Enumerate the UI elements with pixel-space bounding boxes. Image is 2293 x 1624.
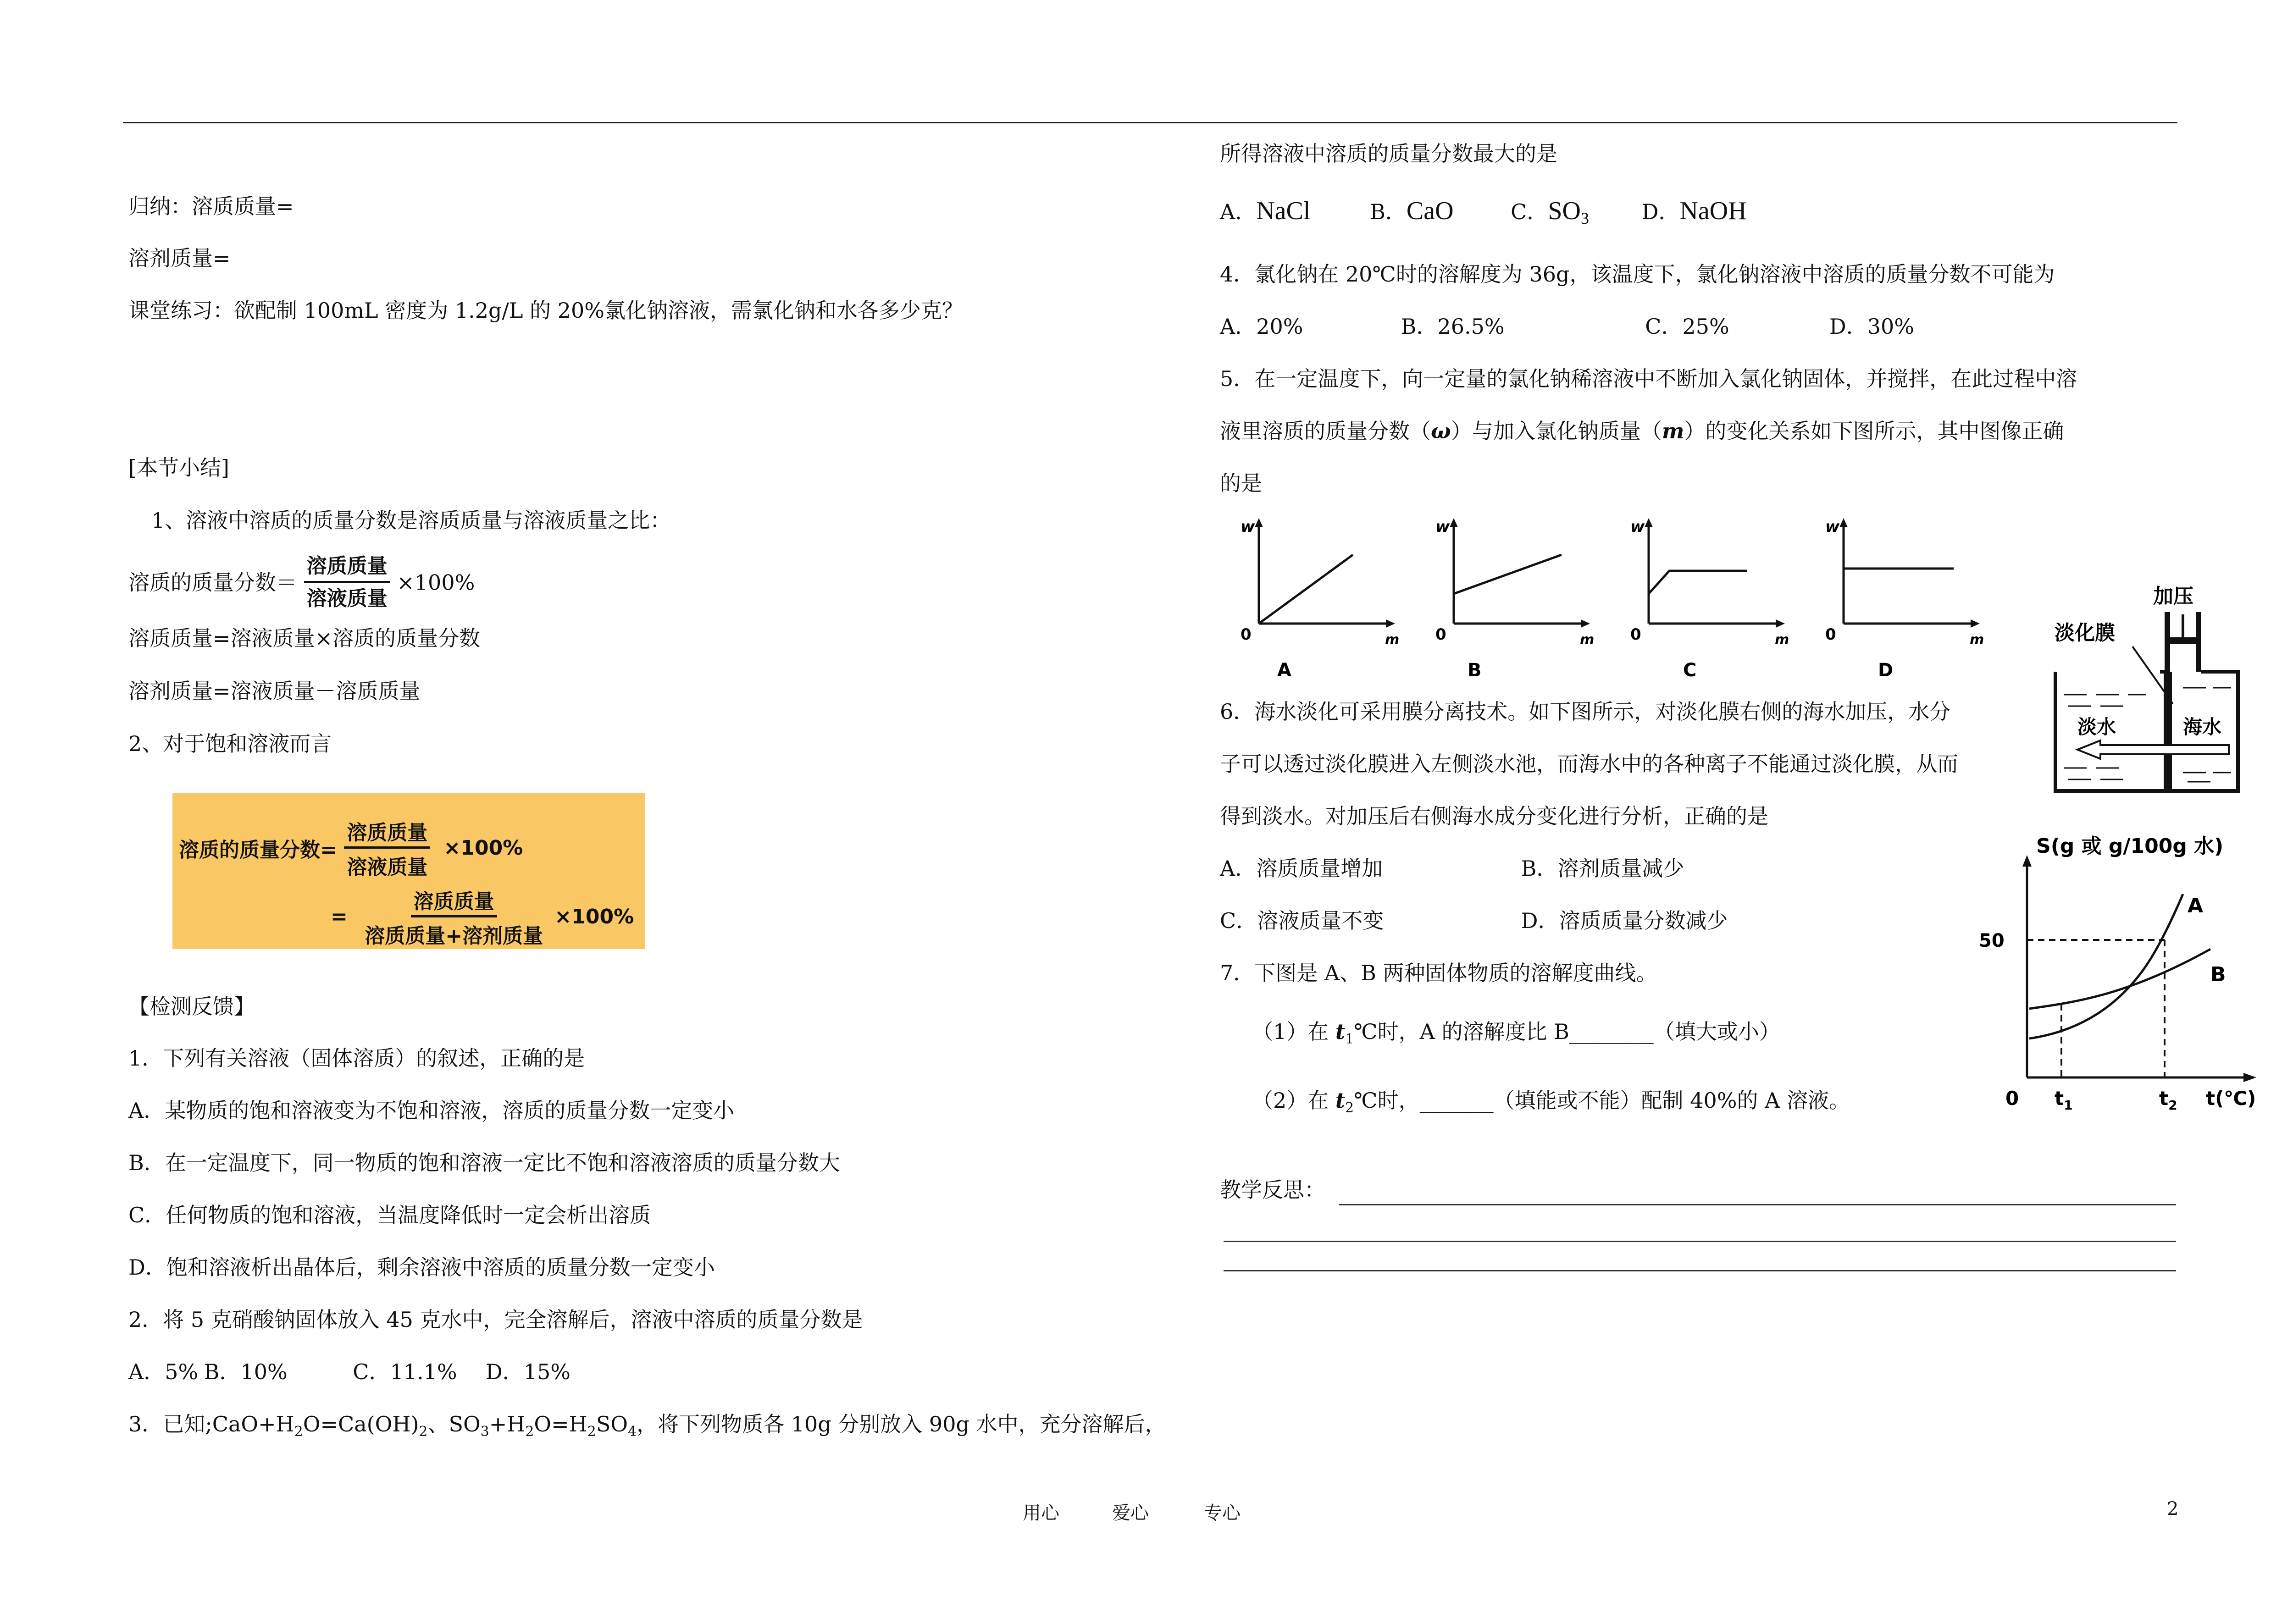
chart-x-tick-t2: $t_2$ bbox=[2159, 1087, 2177, 1113]
q5-graph-c bbox=[1630, 518, 1789, 681]
subscript: 1 bbox=[1345, 1031, 1354, 1048]
formula-mass-fraction bbox=[128, 552, 475, 613]
q3-option-a: NaCl bbox=[1256, 197, 1311, 225]
graph-a-label: A bbox=[1277, 660, 1291, 681]
q4-option-b: B．26.5% bbox=[1401, 314, 1505, 339]
membrane bbox=[2164, 672, 2172, 791]
q5-text: ）与加入氯化钠质量（ bbox=[1451, 419, 1662, 443]
q7-stem: 7．下图是 A、B 两种固体物质的溶解度曲线。 bbox=[1220, 961, 1657, 985]
graph-d-origin: 0 bbox=[1825, 625, 1836, 644]
graph-b-label: B bbox=[1468, 660, 1482, 681]
piston-wall bbox=[2196, 612, 2201, 672]
q6-line-2: 子可以透过淡化膜进入左侧淡水池，而海水中的各种离子不能通过淡化膜，从而 bbox=[1220, 751, 1958, 776]
q5-graph-b bbox=[1435, 518, 1594, 681]
q3-option-b: CaO bbox=[1406, 197, 1454, 225]
formula1-fraction bbox=[304, 552, 390, 613]
graph-a-y-axis: w bbox=[1241, 518, 1255, 536]
pressure-label: 加压 bbox=[2153, 585, 2193, 608]
q5-line-2 bbox=[1220, 417, 2064, 445]
q2-option-a: A．5% bbox=[128, 1359, 199, 1384]
subscript: 2 bbox=[587, 1424, 596, 1440]
box-suffix-2: ×100% bbox=[554, 905, 634, 928]
q6-option-b: B．溶剂质量减少 bbox=[1521, 856, 1684, 881]
q3-options bbox=[1220, 197, 1747, 232]
q1-option-c: C．任何物质的饱和溶液，当温度降低时一定会析出溶质 bbox=[128, 1203, 651, 1227]
q3-stem-part: ，将下列物质各 10g 分别放入 90g 水中，充分溶解后， bbox=[637, 1412, 1166, 1436]
flow-arrow bbox=[2077, 740, 2229, 759]
q2-options bbox=[128, 1358, 570, 1386]
q5-graph-d bbox=[1825, 518, 1984, 681]
chart-x-tick-t1: $t_1$ bbox=[2055, 1087, 2073, 1113]
reflection-line-1 bbox=[1339, 1204, 2176, 1205]
q6-option-a: A．溶质质量增加 bbox=[1220, 856, 1383, 881]
formula-solute-mass: 溶质质量=溶液质量×溶质的质量分数 bbox=[128, 626, 481, 651]
q3-option-d: NaOH bbox=[1679, 197, 1747, 225]
graph-d-label: D bbox=[1878, 660, 1894, 681]
q4-option-a: A．20% bbox=[1220, 314, 1303, 339]
summary-point-2: 2、对于饱和溶液而言 bbox=[128, 731, 332, 756]
formula1-denominator: 溶液质量 bbox=[306, 587, 388, 610]
q2-option-c: C．11.1% bbox=[353, 1359, 457, 1384]
summary-point-1: 1、溶液中溶质的质量分数是溶质质量与溶液质量之比： bbox=[151, 508, 671, 533]
piston-head bbox=[2170, 637, 2196, 644]
q1-option-d: D．饱和溶液析出晶体后，剩余溶液中溶质的质量分数一定变小 bbox=[128, 1255, 715, 1280]
q6-options-1 bbox=[1220, 855, 1684, 882]
graph-a-x-axis: m bbox=[1385, 632, 1400, 648]
reflection-label: 教学反思： bbox=[1220, 1177, 1325, 1202]
piston-wall bbox=[2165, 612, 2170, 672]
chart-y-label: S(g 或 g/100g 水) bbox=[2036, 834, 2224, 858]
box-numerator-1: 溶质质量 bbox=[344, 816, 430, 849]
q3-option-c-label: C． bbox=[1511, 199, 1548, 224]
chart-x-label: t(℃) bbox=[2206, 1087, 2256, 1110]
graph-a-origin: 0 bbox=[1241, 625, 1252, 644]
q5-graph-a bbox=[1241, 518, 1399, 681]
q6-line-3: 得到淡水。对加压后右侧海水成分变化进行分析，正确的是 bbox=[1220, 804, 1768, 829]
q1-stem: 1．下列有关溶液（固体溶质）的叙述，正确的是 bbox=[128, 1046, 585, 1071]
feedback-title: 【检测反馈】 bbox=[128, 994, 255, 1019]
subscript: 4 bbox=[628, 1424, 637, 1440]
graph-c-y-axis: w bbox=[1630, 518, 1645, 536]
reflection-line-2 bbox=[1224, 1241, 2176, 1242]
box-label: 溶质的质量分数= bbox=[179, 838, 337, 862]
chart-origin: 0 bbox=[2005, 1087, 2019, 1110]
formula-solvent-mass: 溶剂质量=溶液质量－溶质质量 bbox=[128, 679, 421, 703]
q6-options-2 bbox=[1220, 907, 1728, 934]
subscript: 3 bbox=[1580, 209, 1589, 228]
reflection-line-3 bbox=[1224, 1270, 2176, 1271]
box-suffix-1: ×100% bbox=[443, 836, 523, 860]
box-fraction-1 bbox=[344, 816, 430, 880]
q3-stem-part: O=H bbox=[534, 1412, 587, 1436]
footer-item-1: 用心 bbox=[1023, 1502, 1059, 1524]
curve-a bbox=[2029, 894, 2183, 1038]
subscript: 2 bbox=[1345, 1100, 1354, 1116]
q3-stem-part: O=Ca(OH) bbox=[303, 1412, 419, 1436]
header-rule bbox=[123, 122, 2177, 123]
q4-option-c: C．25% bbox=[1645, 314, 1729, 339]
q7-part-2 bbox=[1252, 1087, 1850, 1122]
classroom-practice: 课堂练习：欲配制 100mL 密度为 1.2g/L 的 20%氯化钠溶液，需氯化钠和水各多少克？ bbox=[128, 298, 963, 323]
q1-option-a: A．某物质的饱和溶液变为不饱和溶液，溶质的质量分数一定变小 bbox=[128, 1098, 735, 1123]
box-denominator-2: 溶质质量+溶剂质量 bbox=[365, 924, 543, 948]
formula1-label: 溶质的质量分数＝ bbox=[128, 570, 297, 595]
q7-text: （2）在 bbox=[1252, 1088, 1335, 1113]
q3-stem bbox=[128, 1410, 1166, 1446]
page-number: 2 bbox=[2167, 1498, 2179, 1519]
q3-stem-part: SO bbox=[596, 1412, 628, 1436]
subscript: 3 bbox=[480, 1424, 489, 1440]
box-equals: = bbox=[331, 905, 348, 928]
section-summary-title: [本节小结] bbox=[128, 455, 229, 480]
summary-solvent-mass: 溶剂质量= bbox=[128, 246, 231, 271]
t1-symbol: t bbox=[1335, 1019, 1346, 1044]
sea-water-label: 海水 bbox=[2183, 716, 2222, 738]
summary-solute-mass: 归纳：溶质质量= bbox=[128, 194, 294, 219]
saturated-formula-box bbox=[172, 793, 645, 949]
q3-option-b-label: B． bbox=[1370, 199, 1407, 224]
q4-option-d: D．30% bbox=[1829, 314, 1914, 339]
q6-line-1: 6．海水淡化可采用膜分离技术。如下图所示，对淡化膜右侧的海水加压，水分 bbox=[1220, 699, 1951, 724]
graph-b-x-axis: m bbox=[1580, 632, 1595, 648]
subscript: 2 bbox=[419, 1424, 428, 1440]
q1-option-b: B．在一定温度下，同一物质的饱和溶液一定比不饱和溶液溶质的质量分数大 bbox=[128, 1150, 840, 1175]
footer-item-3: 专心 bbox=[1204, 1502, 1241, 1524]
q6-option-c: C．溶液质量不变 bbox=[1220, 908, 1384, 933]
q4-stem: 4．氯化钠在 20℃时的溶解度为 36g，该温度下，氯化钠溶液中溶质的质量分数不可能为 bbox=[1220, 262, 2055, 287]
q3-option-a-label: A． bbox=[1220, 199, 1257, 224]
subscript: 2 bbox=[525, 1424, 534, 1440]
graph-c-x-axis: m bbox=[1775, 632, 1789, 648]
graph-b-origin: 0 bbox=[1435, 625, 1446, 644]
q2-stem: 2．将 5 克硝酸钠固体放入 45 克水中，完全溶解后，溶液中溶质的质量分数是 bbox=[128, 1307, 863, 1332]
q5-line-1: 5．在一定温度下，向一定量的氯化钠稀溶液中不断加入氯化钠固体，并搅拌，在此过程中溶 bbox=[1220, 366, 2077, 391]
box-fraction-2 bbox=[365, 885, 543, 949]
curve-b-label: B bbox=[2210, 963, 2226, 986]
footer-item-2: 爱心 bbox=[1112, 1502, 1149, 1524]
omega-symbol: ω bbox=[1431, 419, 1451, 443]
q6-option-d: D．溶质质量分数减少 bbox=[1521, 908, 1728, 933]
q4-options bbox=[1220, 313, 1914, 340]
q7-part-1 bbox=[1252, 1018, 1780, 1053]
q5-text: ）的变化关系如下图所示，其中图像正确 bbox=[1684, 419, 2064, 443]
graph-c-origin: 0 bbox=[1630, 625, 1641, 644]
chart-y-tick-50: 50 bbox=[1979, 930, 2005, 951]
formula1-numerator: 溶质质量 bbox=[304, 552, 390, 583]
graph-d-y-axis: w bbox=[1825, 518, 1840, 536]
fresh-water-label: 淡水 bbox=[2077, 716, 2116, 738]
q3-stem-part: 、SO bbox=[427, 1412, 481, 1436]
t2-symbol: t bbox=[1335, 1088, 1346, 1113]
q3-option-c: SO bbox=[1548, 197, 1581, 225]
subscript: 2 bbox=[294, 1424, 303, 1440]
curve-b bbox=[2029, 949, 2210, 1009]
q2-option-b: B．10% bbox=[204, 1359, 288, 1384]
q5-text: 液里溶质的质量分数（ bbox=[1220, 419, 1431, 443]
q7-text: ℃时，A 的溶解度比 B________（填大或小） bbox=[1354, 1019, 1780, 1044]
graph-c-label: C bbox=[1683, 660, 1697, 681]
q5-line-3: 的是 bbox=[1220, 471, 1262, 496]
formula1-suffix: ×100% bbox=[397, 570, 475, 595]
box-denominator-1: 溶液质量 bbox=[347, 856, 428, 879]
graph-b-y-axis: w bbox=[1435, 518, 1450, 536]
q7-text: ℃时，_______（填能或不能）配制 40%的 A 溶液。 bbox=[1354, 1088, 1850, 1113]
graph-d-x-axis: m bbox=[1970, 632, 1984, 648]
q2-option-d: D．15% bbox=[485, 1359, 570, 1384]
box-numerator-2: 溶质质量 bbox=[411, 885, 497, 917]
m-symbol: m bbox=[1662, 419, 1684, 443]
q3-stem-part: +H bbox=[489, 1412, 526, 1436]
curve-a-label: A bbox=[2188, 894, 2204, 917]
q3-continuation: 所得溶液中溶质的质量分数最大的是 bbox=[1220, 141, 1557, 166]
q5-graphs bbox=[1215, 514, 2004, 683]
membrane-diagram bbox=[2050, 575, 2252, 795]
q3-option-d-label: D． bbox=[1641, 199, 1680, 224]
solubility-chart bbox=[1963, 834, 2275, 1128]
q3-stem-part: 3．已知;CaO+H bbox=[128, 1412, 294, 1436]
membrane-label: 淡化膜 bbox=[2055, 621, 2115, 645]
q7-text: （1）在 bbox=[1252, 1019, 1335, 1044]
